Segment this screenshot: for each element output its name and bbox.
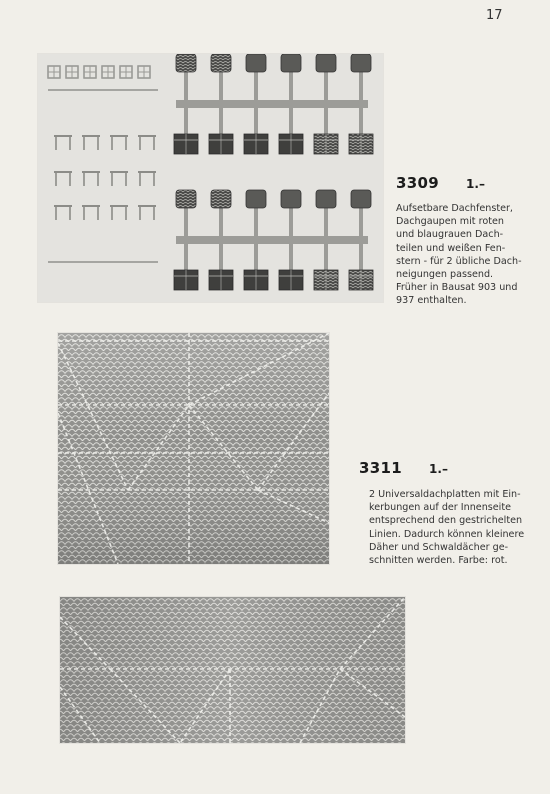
- article-3311: [359, 458, 527, 567]
- description-line: schnitten werden. Farbe: rot.: [369, 555, 508, 567]
- roof-plate-image-1: [58, 333, 329, 564]
- dormer-roof-part: [246, 190, 266, 208]
- description-line: Aufsetbare Dachfenster,: [396, 203, 513, 214]
- roof-plate-photo-2: [60, 597, 405, 743]
- dormer-frame-part: [84, 136, 98, 150]
- description-line: 937 enthalten.: [396, 295, 467, 307]
- article-description: [369, 488, 527, 567]
- description-line: Linien. Dadurch können kleinere: [369, 528, 525, 540]
- dormer-roof-part: [316, 54, 336, 72]
- article-header: [396, 173, 526, 192]
- dormer-frame-part: [56, 172, 70, 186]
- article-number: 3309: [396, 174, 439, 192]
- dormer-roof-part: [351, 54, 371, 72]
- dormer-roof-part: [246, 54, 266, 72]
- dormer-roof-part: [281, 190, 301, 208]
- dormer-roof-part: [281, 54, 301, 72]
- description-line: teilen und weißen Fen-: [396, 242, 506, 254]
- dormer-frame-part: [84, 206, 98, 220]
- sprue-bar: [176, 236, 368, 244]
- dormer-roof-part: [176, 54, 196, 72]
- dormer-frame-part: [84, 172, 98, 186]
- description-line: und blaugrauen Dach-: [396, 229, 504, 241]
- dormer-roof-part: [316, 190, 336, 208]
- description-line: 2 Universaldachplatten mit Ein-: [369, 489, 521, 500]
- article-number: 3311: [359, 459, 402, 477]
- roof-plate-photo-1: [58, 333, 329, 564]
- description-line: stern - für 2 übliche Dach-: [396, 255, 522, 267]
- description-line: entsprechend den gestrichelten: [369, 515, 523, 527]
- roof-plate-image-2: [60, 597, 405, 743]
- dormer-frame-part: [112, 206, 126, 220]
- article-3309: [396, 173, 526, 308]
- description-line: neigungen passend.: [396, 269, 494, 281]
- description-line: Dachgaupen mit roten: [396, 216, 504, 228]
- dormer-frame-part: [56, 206, 70, 220]
- description-line: kerbungen auf der Innenseite: [369, 502, 512, 514]
- dormer-frame-part: [140, 136, 154, 150]
- dormer-roof-part: [351, 190, 371, 208]
- sprue-bar: [176, 100, 368, 108]
- article-price: 1.–: [466, 177, 485, 191]
- article-price: 1.–: [429, 462, 448, 476]
- article-header: [359, 458, 527, 477]
- description-line: Früher in Bausat 903 und: [396, 282, 518, 294]
- dormer-frame-part: [112, 136, 126, 150]
- dormer-kit-image: [38, 54, 383, 302]
- dormer-frame-part: [140, 172, 154, 186]
- dormer-frame-part: [140, 206, 154, 220]
- dormer-roof-part: [176, 190, 196, 208]
- article-description: [396, 202, 526, 308]
- dormer-roof-part: [211, 190, 231, 208]
- dormer-roof-part: [211, 54, 231, 72]
- dormer-frame-part: [112, 172, 126, 186]
- dormer-frame-part: [56, 136, 70, 150]
- page-number: 17: [486, 8, 503, 23]
- description-line: Däher und Schwaldächer ge-: [369, 541, 509, 553]
- dormer-kit-photo: [38, 54, 383, 302]
